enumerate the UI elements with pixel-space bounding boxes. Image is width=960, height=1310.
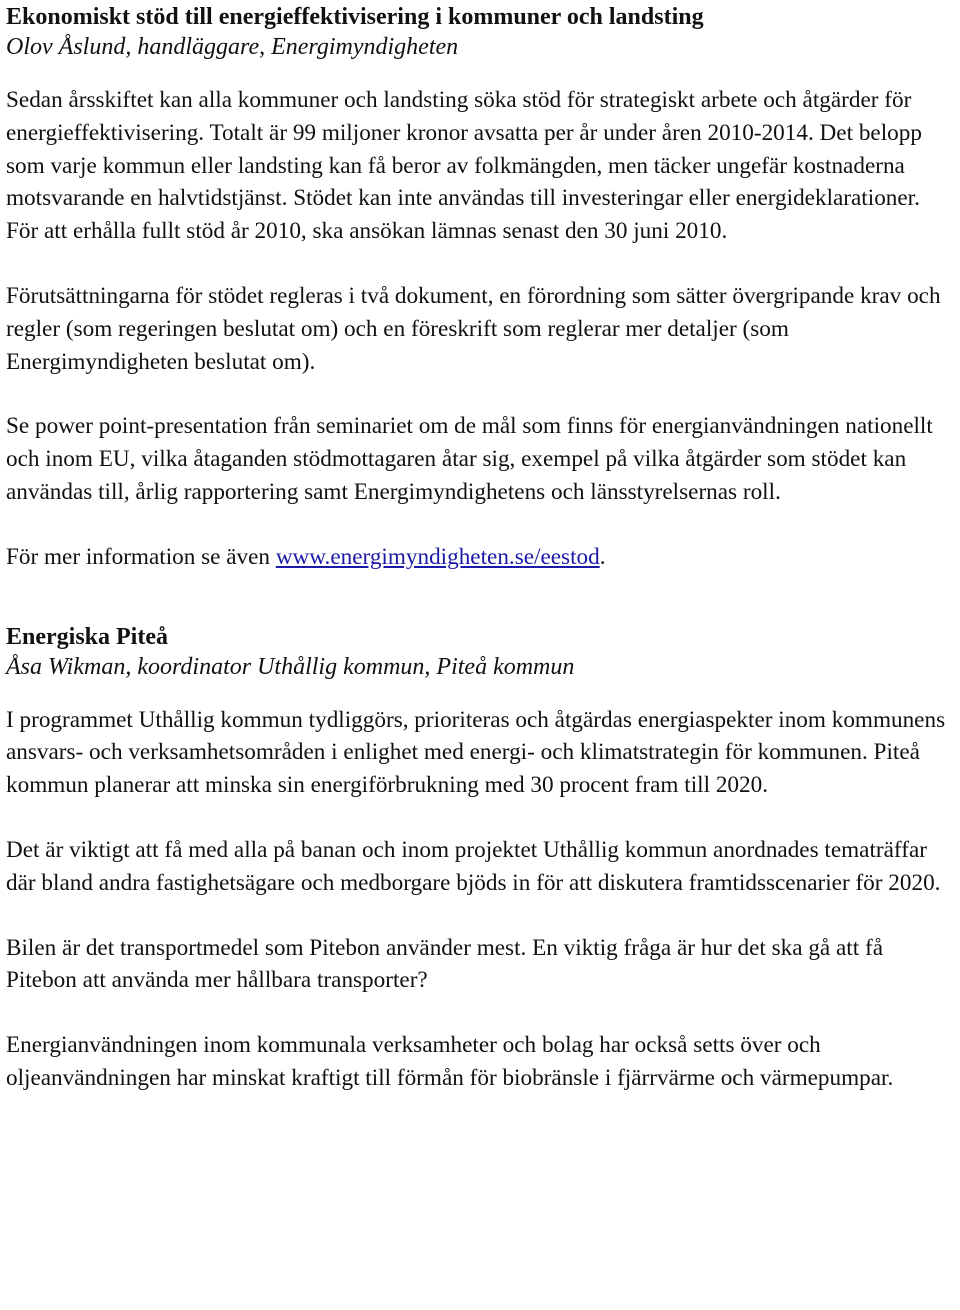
- article-author: Åsa Wikman, koordinator Uthållig kommun, Piteå kommun: [6, 653, 575, 680]
- article-author: Olov Åslund, handläggare, Energimyndigheten: [6, 34, 459, 60]
- more-info-paragraph: [6, 541, 954, 574]
- article-paragraph: Energianvändningen inom kommunala verksamheter och bolag har också setts över och oljeanvändningen har minskat kraftigt till förmån för biobränsle i fjärrvärme och värmepumpar.: [6, 1032, 894, 1091]
- article-paragraph: Sedan årsskiftet kan alla kommuner och landsting söka stöd för strategiskt arbete och åtgärder för energieffektivisering. Totalt är 99 miljoner kronor avsatta per år under åren 2010-2014. Det belopp som varje kommun eller landsting kan få beror av folkmängden, men täcker ungefär kostnaderna motsvarande en halvtidstjänst. Stödet kan inte användas till investeringar eller energideklarationer. För att erhålla fullt stöd år 2010, ska ansökan lämnas senast den 30 juni 2010.: [6, 87, 922, 245]
- document-page: [0, 2, 960, 1095]
- article-paragraph: Förutsättningarna för stödet regleras i två dokument, en förordning som sätter övergripande krav och regler (som regeringen beslutat om) och en föreskrift som reglerar mer detaljer (som Energimyndigheten beslutat om).: [6, 282, 941, 375]
- article-title: Energiska Piteå: [6, 623, 168, 650]
- article-paragraph: Bilen är det transportmedel som Pitebon använder mest. En viktig fråga är hur det ska gå att få Pitebon att använda mer hållbara transporter?: [6, 934, 883, 994]
- article-paragraph: Det är viktigt att få med alla på banan och inom projektet Uthållig kommun anordnades tematräffar där bland andra fastighetsägare och medborgare bjöds in för att diskutera framtidsscenarier för 2020.: [6, 836, 941, 896]
- article-energiska-pitea: [6, 622, 954, 1095]
- article-title: Ekonomiskt stöd till energieffektivisering i kommuner och landsting: [6, 4, 704, 30]
- article-paragraph: Se power point-presentation från seminariet om de mål som finns för energianvändningen nationellt och inom EU, vilka åtaganden stödmottagaren åtar sig, exempel på vilka åtgärder som stödet kan användas till, årlig rapportering samt Energimyndighetens och länsstyrelsernas roll.: [6, 413, 933, 505]
- article-energy-support: [6, 2, 954, 574]
- eestod-link[interactable]: www.energimyndigheten.se/eestod: [275, 543, 600, 570]
- more-info-text: För mer information se även: [6, 543, 276, 570]
- article-paragraph: I programmet Uthållig kommun tydliggörs, prioriteras och åtgärdas energiaspekter inom kommunens ansvars- och verksamhetsområden i enlighet med energi- och klimatstrategin för kommunen. Piteå kommun planerar att minska sin energiförbrukning med 30 procent fram till 2020.: [6, 706, 946, 799]
- more-info-suffix: .: [599, 543, 606, 570]
